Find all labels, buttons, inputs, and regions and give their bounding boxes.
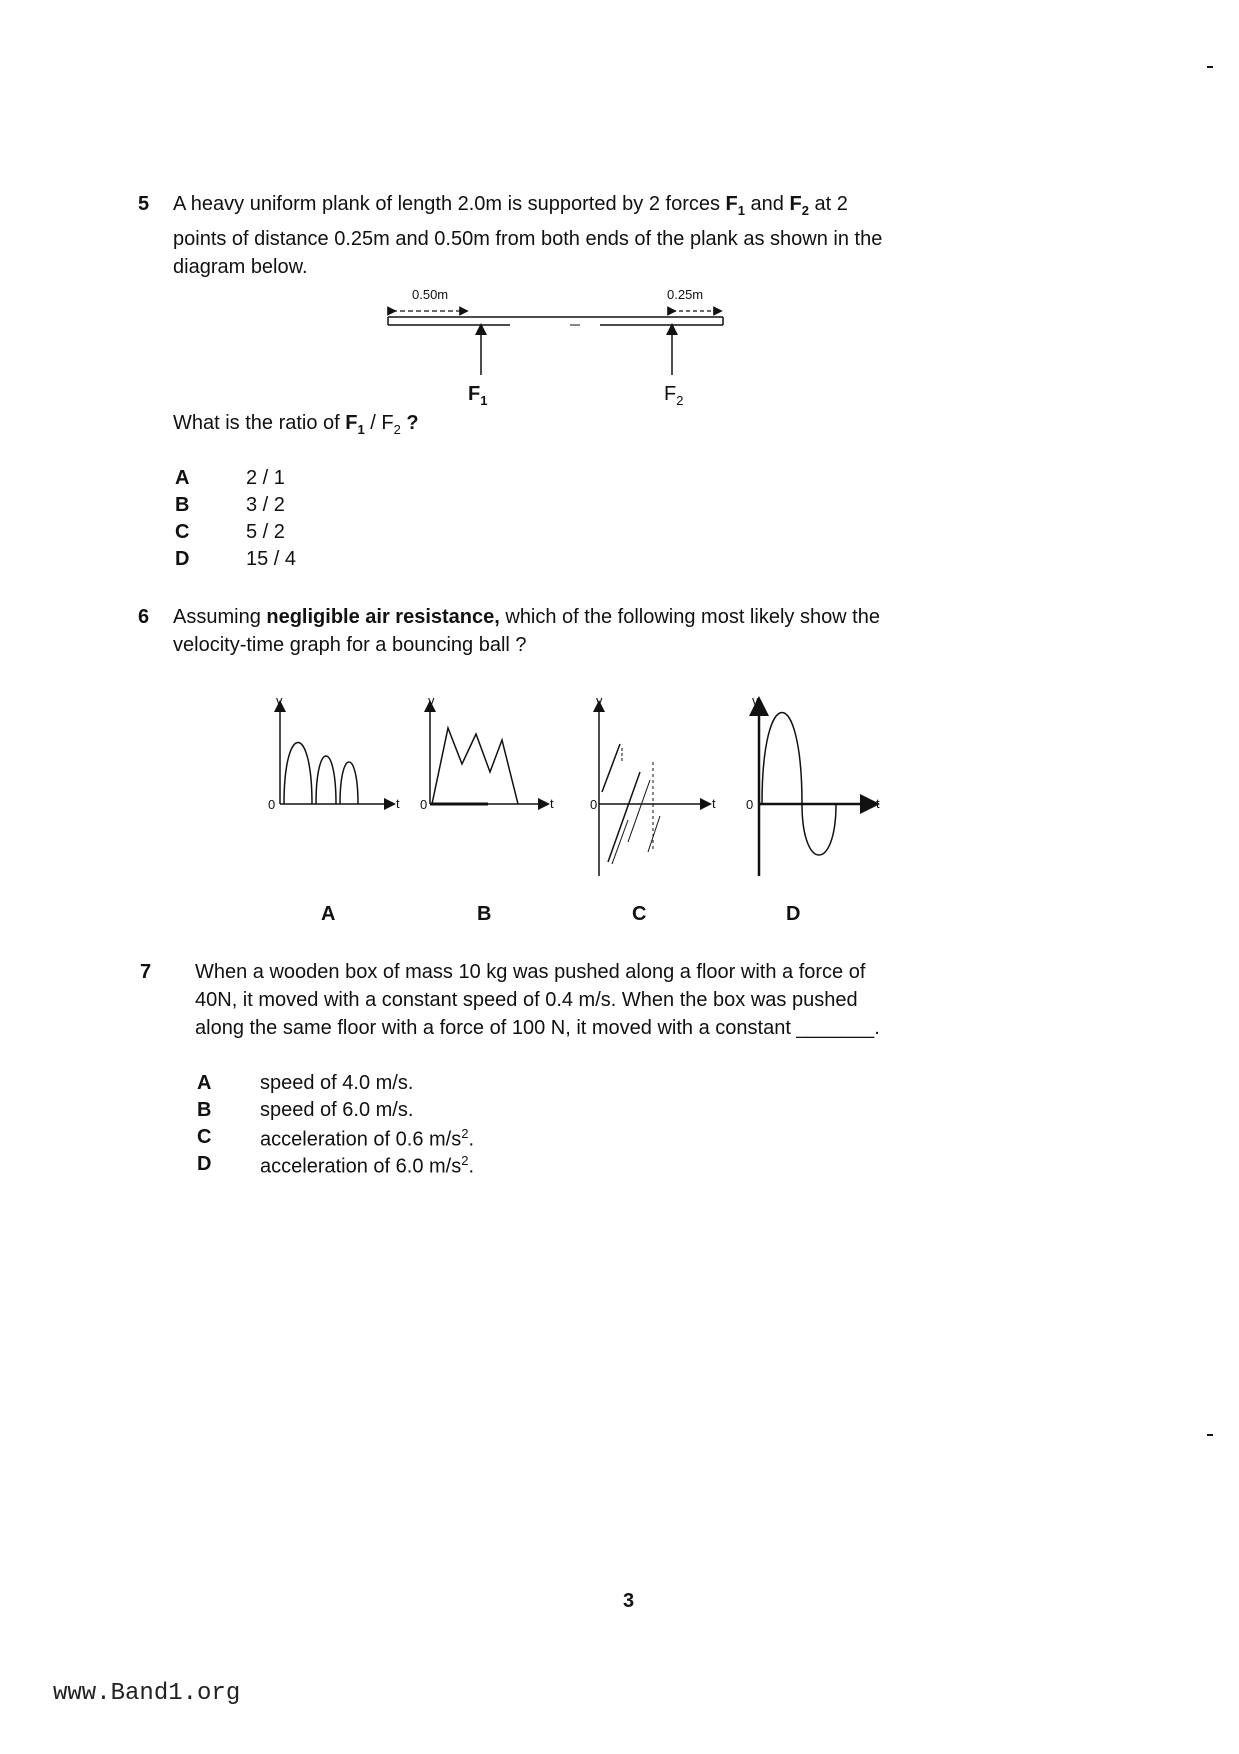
q7-option-a-text: speed of 4.0 m/s. xyxy=(260,1072,414,1094)
q5-number: 5 xyxy=(138,193,150,215)
left-distance-label: 0.50m xyxy=(412,287,449,302)
graph-b-letter: B xyxy=(477,903,492,925)
f1-label: $F_1$ xyxy=(468,383,488,408)
f2-label: $F_2$ xyxy=(664,383,684,408)
q7-option-a-letter: A xyxy=(197,1072,212,1094)
q6-number: 6 xyxy=(138,606,150,628)
margin-mark-top xyxy=(1207,66,1213,68)
graph-b-t-label: t xyxy=(550,796,554,811)
graph-a xyxy=(262,692,412,812)
graph-b xyxy=(412,692,562,812)
q7-option-c-letter: C xyxy=(197,1126,212,1148)
right-distance-label: 0.25m xyxy=(667,287,704,302)
graph-a-v-label: v xyxy=(276,693,283,708)
graph-c xyxy=(580,692,730,882)
q5-text-part1: A heavy uniform plank of length 2.0m is supported by 2 forces xyxy=(173,193,726,215)
graph-b-origin: 0 xyxy=(420,797,428,812)
q7-option-c-text: acceleration of 0.6 $m/s^2$. xyxy=(260,1126,475,1151)
q5-text-line2: points of distance 0.25m and 0.50m from both ends of the plank as shown in the xyxy=(173,228,883,250)
q5-option-c-letter: C xyxy=(175,521,190,543)
q5-option-a-letter: A xyxy=(175,467,190,489)
plank-diagram xyxy=(380,283,740,413)
q5-option-a-text: 2 / 1 xyxy=(246,467,285,489)
q5-option-c-text: 5 / 2 xyxy=(246,521,285,543)
q5-text xyxy=(173,190,1073,281)
graph-a-t-label: t xyxy=(396,796,400,811)
graph-b-v-label: v xyxy=(428,693,435,708)
graph-d-v-label: v xyxy=(752,693,759,708)
q7-option-b-letter: B xyxy=(197,1099,212,1121)
graph-a-origin: 0 xyxy=(268,797,276,812)
page-number: 3 xyxy=(623,1590,635,1612)
q5-text-part2: at 2 xyxy=(808,193,848,215)
footer-url: www.Band1.org xyxy=(53,1680,241,1707)
margin-mark-bottom xyxy=(1207,1434,1213,1436)
q5-question: What is the ratio of $F_1 / F_2$ ? xyxy=(173,412,419,437)
q6-text: Assuming negligible air resistance, which of the following most likely show the velocity-time graph for a bouncing ball ? xyxy=(173,606,880,656)
q5-option-b-text: 3 / 2 xyxy=(246,494,285,516)
q5-f1: $F_1$ xyxy=(725,193,745,218)
q5-text-line3: diagram below. xyxy=(173,256,308,278)
graph-d-letter: D xyxy=(786,903,801,925)
graph-d xyxy=(740,692,890,882)
q7-number: 7 xyxy=(140,961,152,983)
graph-c-t-label: t xyxy=(712,796,716,811)
graph-d-t-label: t xyxy=(876,796,880,811)
plank xyxy=(388,317,723,325)
q7-option-d-letter: D xyxy=(197,1153,212,1175)
graph-a-letter: A xyxy=(321,903,336,925)
q5-option-d-text: 15 / 4 xyxy=(246,548,297,570)
q7-option-b-text: speed of 6.0 m/s. xyxy=(260,1099,414,1121)
graph-d-origin: 0 xyxy=(746,797,754,812)
graph-c-v-label: v xyxy=(596,693,603,708)
q5-option-b-letter: B xyxy=(175,494,190,516)
graph-c-origin: 0 xyxy=(590,797,598,812)
q7-text: When a wooden box of mass 10 kg was pushed along a floor with a force of 40N, it moved with a constant speed of 0.4 m/s. When the box was pushed along the same floor with a force of 100 N, it moved with a constant _______. xyxy=(195,961,880,1039)
q7-option-d-text: acceleration of 6.0 $m/s^2$. xyxy=(260,1153,475,1178)
q5-option-d-letter: D xyxy=(175,548,190,570)
q5-f2: $F_2$ xyxy=(789,193,809,218)
q5-and: and xyxy=(744,193,790,215)
plank-diagram-svg xyxy=(380,283,740,413)
graph-c-letter: C xyxy=(632,903,647,925)
